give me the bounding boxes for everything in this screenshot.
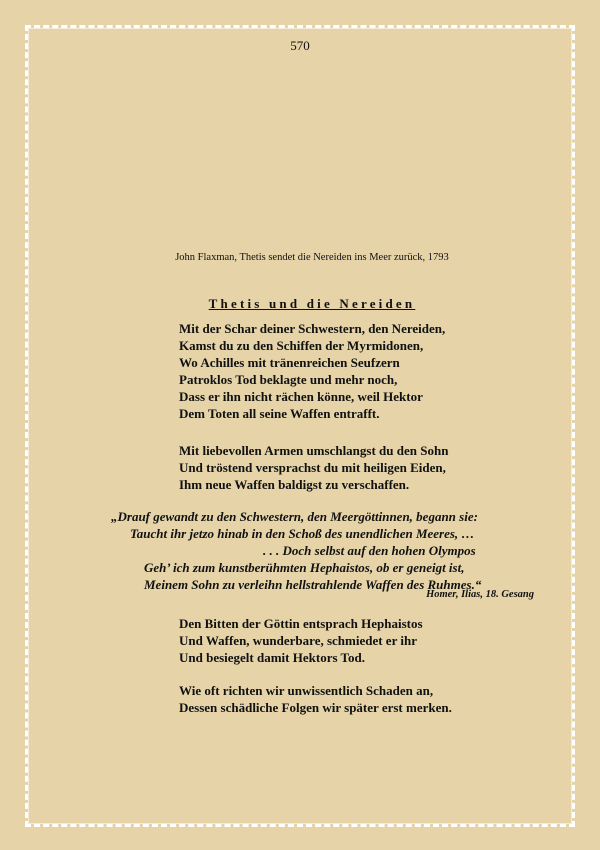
poem-line: Wie oft richten wir unwissentlich Schaden an, <box>179 683 434 698</box>
quote-line: „Drauf gewandt zu den Schwestern, den Meergöttinnen, begann sie: <box>111 509 478 524</box>
image-caption: John Flaxman, Thetis sendet die Nereiden ins Meer zurück, 1793 <box>175 252 449 263</box>
poem-line: Wo Achilles mit tränenreichen Seufzern <box>179 355 400 370</box>
poem-line: Ihm neue Waffen baldigst zu verschaffen. <box>179 477 410 492</box>
quote-line: . . . Doch selbst auf den hohen Olympos <box>263 543 476 558</box>
poem-line: Dem Toten all seine Waffen entrafft. <box>179 406 380 421</box>
quote-line: Geh’ ich zum kunstberühmten Hephaistos, ob er geneigt ist, <box>144 560 465 575</box>
poem-line: Patroklos Tod beklagte und mehr noch, <box>179 372 398 387</box>
poem-line: Und tröstend versprachst du mit heiligen Eiden, <box>179 460 446 475</box>
stanza-1 <box>179 320 445 422</box>
poem-line: Und Waffen, wunderbare, schmiedet er ihr <box>179 633 417 648</box>
poem-line: Dessen schädliche Folgen wir später erst merken. <box>179 700 452 715</box>
quote-line: Meinem Sohn zu verleihn hellstrahlende Waffen des Ruhmes.“ <box>144 577 482 592</box>
poem-line: Und besiegelt damit Hektors Tod. <box>179 650 365 665</box>
poem-line: Mit liebevollen Armen umschlangst du den Sohn <box>179 443 449 458</box>
quote-line: Taucht ihr jetzo hinab in den Schoß des unendlichen Meeres, … <box>130 526 475 541</box>
poem-line: Kamst du zu den Schiffen der Myrmidonen, <box>179 338 424 353</box>
stanza-2 <box>179 442 448 493</box>
quote-source: Homer, Ilias, 18. Gesang <box>426 589 534 600</box>
stanza-3 <box>179 615 423 666</box>
poem-title: Thetis und die Nereiden <box>208 296 416 311</box>
poem-line: Dass er ihn nicht rächen könne, weil Hektor <box>179 389 423 404</box>
stanza-4 <box>179 682 452 716</box>
page-number: 570 <box>290 38 310 53</box>
poem-line: Mit der Schar deiner Schwestern, den Nereiden, <box>179 321 446 336</box>
poem-line: Den Bitten der Göttin entsprach Hephaistos <box>179 616 423 631</box>
